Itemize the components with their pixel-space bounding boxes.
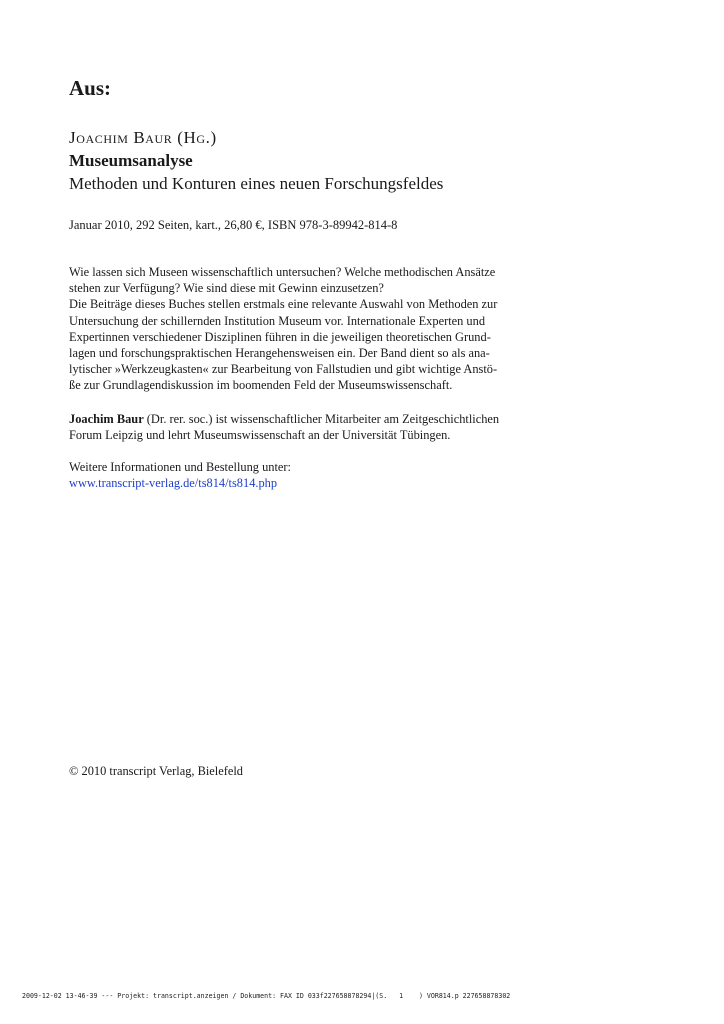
book-publication-details: Januar 2010, 292 Seiten, kart., 26,80 €, ISBN 978-3-89942-814-8 <box>69 218 398 232</box>
description-line: lagen und forschungspraktischen Herangehensweisen ein. Der Band dient so als ana- <box>69 346 490 361</box>
description-line: stehen zur Verfügung? Wie sind diese mit Gewinn einzusetzen? <box>69 281 384 296</box>
book-subtitle: Methoden und Konturen eines neuen Forschungsfeldes <box>69 174 444 193</box>
description-line: lytischer »Werkzeugkasten« zur Bearbeitung von Fallstudien und gibt wichtige Anstö- <box>69 362 498 377</box>
book-title: Museumsanalyse <box>69 151 193 170</box>
section-heading: Aus: <box>69 76 112 100</box>
author-bio <box>69 411 513 443</box>
author-bio-text: (Dr. rer. soc.) ist wissenschaftlicher Mitarbeiter am Zeitgeschichtlichen Forum Leipzig und lehrt Museumswissenschaft an der Universität Tübingen. <box>69 412 500 443</box>
copyright-notice: © 2010 transcript Verlag, Bielefeld <box>69 764 244 778</box>
description-line: Untersuchung der schillernden Institution Museum vor. Internationale Experten und <box>69 313 486 328</box>
order-link[interactable]: www.transcript-verlag.de/ts814/ts814.php <box>69 476 278 491</box>
description-line: Expertinnen verschiedener Disziplinen führen in die jeweiligen theoretischen Grund- <box>69 329 491 344</box>
book-description <box>69 264 513 394</box>
book-author: Joachim Baur (Hg.) <box>69 128 217 147</box>
description-line: ße zur Grundlagendiskussion im boomenden Feld der Museumswissenschaft. <box>69 378 453 393</box>
order-info <box>69 459 291 491</box>
author-bio-name: Joachim Baur <box>69 412 144 426</box>
description-line: Wie lassen sich Museen wissenschaftlich untersuchen? Welche methodischen Ansätze <box>69 265 496 279</box>
print-footer: 2009-12-02 13-46-39 --- Projekt: transcript.anzeigen / Dokument: FAX ID 033f227658878294|(S. 1 ) VOR814.p 227658878302 <box>22 992 511 1000</box>
order-info-label: Weitere Informationen und Bestellung unter: <box>69 460 291 474</box>
description-line: Die Beiträge dieses Buches stellen erstmals eine relevante Auswahl von Methoden zur <box>69 297 498 312</box>
